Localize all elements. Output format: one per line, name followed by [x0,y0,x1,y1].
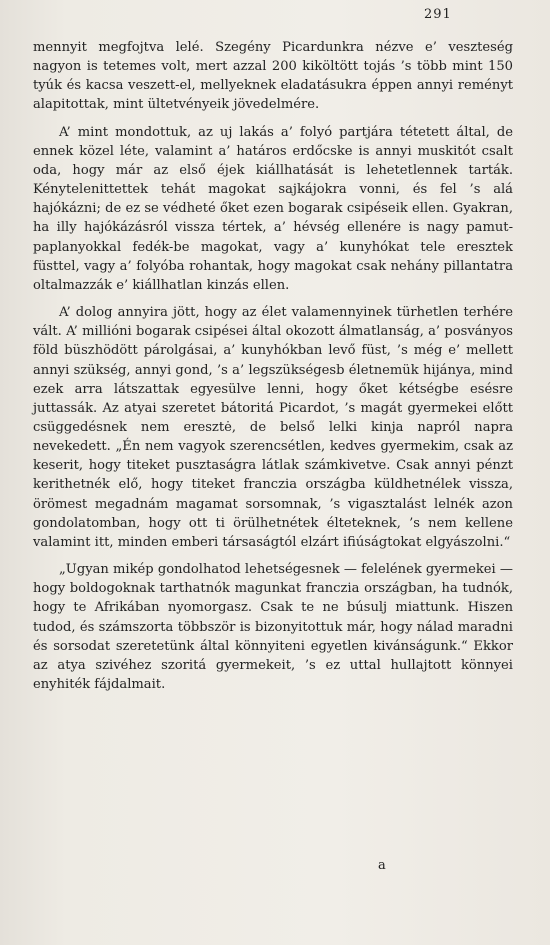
paragraph-1: mennyit megfojtva lelé. Szegény Picardunkra nézve e’ veszteség nagyon is tetemes volt, mert azzal 200 kiköltött tojás ’s több mint 150 tyúk és kacsa veszett-el, mellyeknek eladatásukra éppen annyi reményt alapitottak, mint ültetvényeik jövedelmére. [33,40,513,113]
page-number: 291 [424,7,452,22]
paragraph-2: A’ mint mondottuk, az uj lakás a’ folyó partjára tétetett által, de ennek közel léte, valamint a’ határos erdőcske is annyi muskitót csalt oda, hogy már az első éjek kiállhatását is lehetetlennek tarták. Kénytelenittettek tehát magokat sajkájokra vonni, és fel ’s alá hajókázni; de ez se védheté őket ezen bogarak csipéseik ellen. Gyakran, ha illy hajókázásról vissza tértek, a’ hévség ellenére is nagy pamut-paplanyokkal fedék-be magokat, vagy a’ kunyhókat tele eresztek füsttel, vagy a’ folyóba rohantak, hogy magokat csak nehány pillantatra oltalmazzák e’ kiállhatlan kinzás ellen. [33,124,513,293]
paragraph-3: A’ dolog annyira jött, hogy az élet valamennyinek türhetlen terhére vált. A’ millióni bogarak csipései által okozott álmatlanság, a’ posványos föld büszhödött párolgásai, a’ kunyhókban levő füst, ’s még e’ mellett annyi szükség, annyi gond, ’s a’ legszükségesb életnemük hijánya, mind ezek arra látszattak egyesülve lenni, hogy őket kétségbe esésre juttassák. Az atyai szeretet bátoritá Picardot, ’s magát gyermekei előtt csüggedésnek nem eresztė, de belső lelki kinja napról napra nevekedett. „Én nem vagyok szerencsétlen, kedves gyermekim, csak az keserit, hogy titeket pusztaságra látlak számkivetve. Csak annyi pénzt kerithetnék elő, hogy titeket franczia országba küldhetnélek vissza, örömest megadnám magamat sorsomnak, ’s vigasztalást lelnék azon gondolatomban, hogy ott ti örülhetnétek élteteknek, ’s nem kellene valamint itt, minden emberi társaságtól elzárt ifiúságtokat elgyászolni.“ [33,305,513,550]
paragraph-4: „Ugyan mikép gondolhatod lehetségesnek — felelének gyermekei — hogy boldogoknak tarthatnók magunkat franczia országban, ha tudnók, hogy te Afrikában nyomorgasz. Csak te ne búsulj miattunk. Hiszen tudod, és számszorta többször is bizonyitottuk már, hogy nálad maradni és sorsodat szeretetünk által könnyiteni egyetlen kivánságunk.“ Ekkor az atya szivéhez szoritá gyermekeit, ’s ez uttal hullajtott könnyei enyhiték fájdalmait. [33,562,513,692]
body-text [33,38,513,694]
signature-mark: a [378,858,386,873]
